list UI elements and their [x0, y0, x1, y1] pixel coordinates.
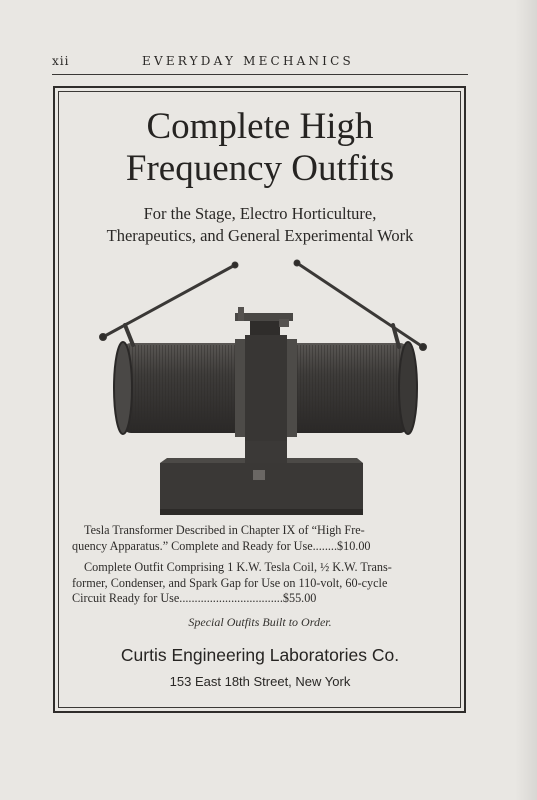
wooden-base	[160, 458, 363, 515]
special-outfits-note: Special Outfits Built to Order.	[188, 615, 332, 629]
headline-line-1: Complete High	[146, 106, 374, 147]
running-header	[52, 52, 468, 75]
item-2-line-2: former, Condenser, and Spark Gap for Use on 110-volt, 60-cycle	[72, 575, 388, 590]
subhead-line-2: Therapeutics, and General Experimental Work	[106, 226, 414, 245]
page-edge-shadow	[515, 0, 537, 800]
running-title: EVERYDAY MECHANICS	[142, 54, 354, 68]
secondary-coil	[114, 335, 417, 441]
company-name: Curtis Engineering Laboratories Co.	[120, 645, 400, 665]
headline-line-2: Frequency Outfits	[125, 148, 395, 189]
subhead-line-1: For the Stage, Electro Horticulture,	[143, 204, 377, 223]
ad-subhead	[60, 203, 460, 247]
page-number: xii	[52, 54, 70, 68]
item-complete-outfit	[72, 560, 450, 607]
tesla-transformer-illustration	[95, 255, 435, 520]
item-2-line-1: Complete Outfit Comprising 1 K.W. Tesla Coil, ½ K.W. Trans-	[84, 560, 392, 574]
company-address: 153 East 18th Street, New York	[169, 674, 351, 689]
item-tesla-transformer	[72, 523, 450, 554]
item-1-line-1: Tesla Transformer Described in Chapter IX of “High Fre-	[84, 523, 365, 537]
ad-headline	[60, 106, 460, 190]
item-1-line-2: quency Apparatus.” Complete and Ready for Use........$10.00	[72, 538, 371, 553]
item-2-line-3: Circuit Ready for Use..................................$55.00	[72, 591, 317, 605]
